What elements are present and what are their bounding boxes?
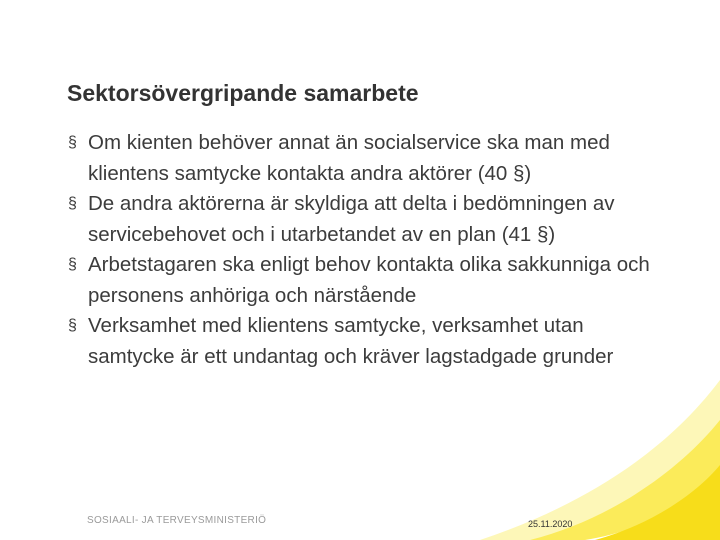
footer-date: 25.11.2020 <box>528 519 573 529</box>
bullet-item <box>68 128 668 189</box>
bullet-item <box>68 250 668 311</box>
bullet-text: Verksamhet med klientens samtycke, verksamhet utan samtycke är ett undantag och kräver lagstadgade grunder <box>88 314 614 368</box>
section-sign-bullet-icon: § <box>68 134 77 151</box>
bullet-text: Arbetstagaren ska enligt behov kontakta olika sakkunniga och personens anhöriga och närstående <box>88 253 650 307</box>
bullet-list <box>68 128 668 372</box>
decorative-yellow-swoosh <box>420 360 720 540</box>
section-sign-bullet-icon: § <box>68 256 77 273</box>
bullet-item <box>68 189 668 250</box>
bullet-item <box>68 311 668 372</box>
footer-ministry-brand: SOSIAALI- JA TERVEYSMINISTERIÖ <box>87 515 267 526</box>
section-sign-bullet-icon: § <box>68 195 77 212</box>
bullet-text: De andra aktörerna är skyldiga att delta i bedömningen av servicebehovet och i utarbetandet av en plan (41 §) <box>88 192 615 246</box>
slide-title: Sektorsövergripande samarbete <box>67 80 419 106</box>
section-sign-bullet-icon: § <box>68 317 77 334</box>
bullet-text: Om kienten behöver annat än socialservice ska man med klientens samtycke kontakta andra aktörer (40 §) <box>88 131 610 185</box>
